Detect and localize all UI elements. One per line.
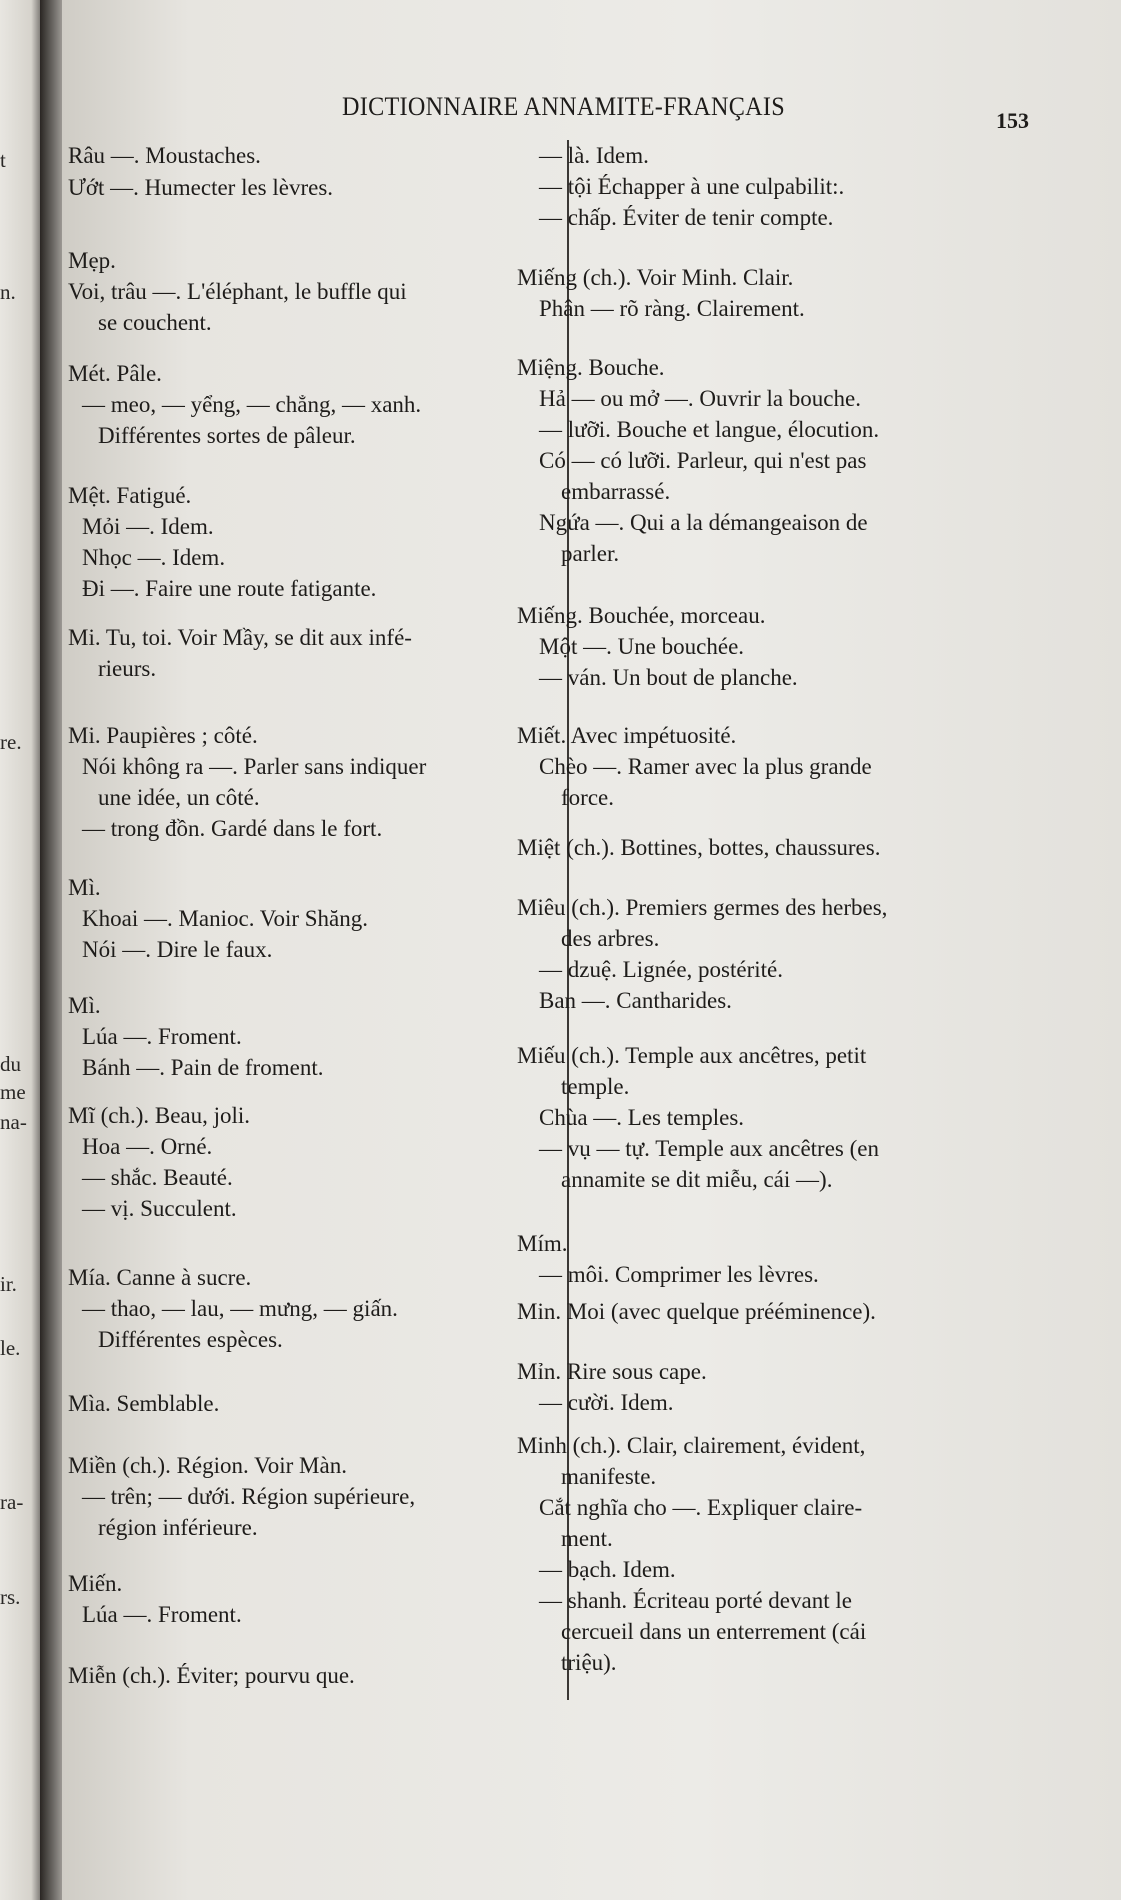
- dictionary-entry: [517, 892, 887, 1016]
- entry-headline: Mi. Tu, toi. Voir Mầy, se dit aux infé-: [68, 625, 412, 650]
- entry-line: Cắt nghĩa cho —. Expliquer claire-: [539, 1495, 863, 1520]
- dictionary-entry: [68, 1450, 415, 1543]
- dictionary-entry: [517, 1228, 819, 1290]
- entry-line: — thao, — lau, — mưng, — giấn.: [82, 1296, 398, 1321]
- entry-line: Différentes espèces.: [98, 1327, 283, 1352]
- entry-line: — trên; — dưới. Région supérieure,: [82, 1484, 416, 1509]
- entry-line: Chùa —. Les temples.: [539, 1105, 745, 1130]
- entry-line: Lúa —. Froment.: [82, 1024, 242, 1049]
- margin-fragment: le.: [0, 1336, 21, 1360]
- entry-line: Mỏi —. Idem.: [82, 514, 214, 539]
- entry-headline: Ướt —. Humecter les lèvres.: [68, 175, 334, 200]
- entry-line: — vị. Succulent.: [82, 1196, 237, 1221]
- dictionary-entry: [68, 622, 412, 684]
- dictionary-entry: [68, 140, 261, 171]
- entry-line: Đi —. Faire une route fatigante.: [82, 576, 377, 601]
- entry-line: — bạch. Idem.: [539, 1557, 676, 1582]
- entry-headline: Miễn (ch.). Éviter; pourvu que.: [68, 1663, 355, 1688]
- dictionary-entry: [68, 1262, 398, 1355]
- entry-line: Hả — ou mở —. Ouvrir la bouche.: [539, 386, 861, 411]
- dictionary-entry: [68, 720, 426, 844]
- running-header: DICTIONNAIRE ANNAMITE-FRANÇAIS: [342, 92, 785, 121]
- dictionary-entry: [517, 1296, 876, 1327]
- page-number: 153: [996, 108, 1029, 133]
- entry-line: une idée, un côté.: [98, 785, 260, 810]
- entry-line: annamite se dit miễu, cái —).: [561, 1167, 833, 1192]
- entry-headline: Miết. Avec impétuosité.: [517, 723, 737, 748]
- entry-line: Nói —. Dire le faux.: [82, 937, 273, 962]
- dictionary-entry: [517, 1430, 866, 1678]
- entry-line: — ván. Un bout de planche.: [539, 665, 798, 690]
- entry-headline: Miếng. Bouchée, morceau.: [517, 603, 766, 628]
- entry-headline: Mỉn. Rire sous cape.: [517, 1359, 707, 1384]
- entry-line: Có — có lưỡi. Parleur, qui n'est pas: [539, 448, 867, 473]
- dictionary-entry: [517, 1040, 879, 1195]
- entry-headline: Miệng. Bouche.: [517, 355, 665, 380]
- dictionary-entry: [68, 480, 376, 604]
- entry-line: — shắc. Beauté.: [82, 1165, 233, 1190]
- margin-fragment: rs.: [0, 1585, 21, 1609]
- dictionary-entry: [517, 832, 880, 863]
- margin-fragment: ra-: [0, 1490, 24, 1514]
- margin-fragment: t: [0, 148, 6, 172]
- entry-headline: Mệt. Fatigué.: [68, 483, 192, 508]
- dictionary-entry: [68, 358, 421, 451]
- entry-line: Phân — rõ ràng. Clairement.: [539, 296, 805, 321]
- entry-line: force.: [561, 785, 614, 810]
- dictionary-entry: [68, 1660, 355, 1691]
- dictionary-entry: [68, 1568, 242, 1630]
- entry-line: Lúa —. Froment.: [82, 1602, 242, 1627]
- dictionary-entry: [68, 1100, 250, 1224]
- entry-line: cercueil dans un enterrement (cái: [561, 1619, 867, 1644]
- entry-line: ment.: [561, 1526, 613, 1551]
- entry-line: Ngứa —. Qui a la démangeaison de: [539, 510, 868, 535]
- dictionary-entry: [517, 720, 872, 813]
- entry-headline: Minh (ch.). Clair, clairement, évident,: [517, 1433, 866, 1458]
- entry-headline: Mía. Canne à sucre.: [68, 1265, 252, 1290]
- entry-headline: Miếng (ch.). Voir Minh. Clair.: [517, 265, 794, 290]
- margin-fragment: na-: [0, 1110, 27, 1134]
- entry-headline: Mét. Pâle.: [68, 361, 162, 386]
- entry-headline: Miêu (ch.). Premiers germes des herbes,: [517, 895, 888, 920]
- entry-line: Nói không ra —. Parler sans indiquer: [82, 754, 427, 779]
- entry-headline: Miếu (ch.). Temple aux ancêtres, petit: [517, 1043, 867, 1068]
- entry-headline: Râu —. Moustaches.: [68, 143, 261, 168]
- entry-line: — tội Échapper à une culpabilit:.: [539, 174, 845, 199]
- dictionary-entry: [517, 140, 844, 233]
- margin-fragment: re.: [0, 730, 22, 754]
- entry-line: — chấp. Éviter de tenir compte.: [539, 205, 834, 230]
- dictionary-entry: [517, 262, 805, 324]
- entry-line: Voi, trâu —. L'éléphant, le buffle qui: [68, 279, 407, 304]
- entry-headline: Miệt (ch.). Bottines, bottes, chaussures.: [517, 835, 881, 860]
- entry-headline: Min. Moi (avec quelque prééminence).: [517, 1299, 876, 1324]
- entry-line: manifeste.: [561, 1464, 657, 1489]
- dictionary-entry: [68, 872, 368, 965]
- dictionary-entry: [68, 990, 323, 1083]
- entry-line: parler.: [561, 541, 620, 566]
- entry-line: Nhọc —. Idem.: [82, 545, 226, 570]
- entry-headline: Miền (ch.). Région. Voir Màn.: [68, 1453, 347, 1478]
- dictionary-entry: [517, 1356, 707, 1418]
- margin-fragment: n.: [0, 280, 16, 304]
- entry-line: Différentes sortes de pâleur.: [98, 423, 356, 448]
- entry-headline: Mẹp.: [68, 248, 116, 273]
- entry-line: — lưỡi. Bouche et langue, élocution.: [539, 417, 880, 442]
- entry-headline: Miến.: [68, 1571, 123, 1596]
- dictionary-entry: [68, 245, 407, 338]
- entry-line: embarrassé.: [561, 479, 671, 504]
- entry-line: triệu).: [561, 1650, 617, 1675]
- entry-line: — môi. Comprimer les lèvres.: [539, 1262, 819, 1287]
- dictionary-entry: [68, 172, 333, 203]
- entry-line: temple.: [561, 1074, 630, 1099]
- entry-headline: Mìa. Semblable.: [68, 1391, 220, 1416]
- dictionary-page: [62, 0, 1121, 1900]
- entry-line: — shanh. Écriteau porté devant le: [539, 1588, 852, 1613]
- entry-line: des arbres.: [561, 926, 660, 951]
- entry-headline: Mím.: [517, 1231, 568, 1256]
- dictionary-entry: [517, 352, 879, 569]
- dictionary-entry: [517, 600, 798, 693]
- entry-line: rieurs.: [98, 656, 157, 681]
- dictionary-entry: [68, 1388, 219, 1419]
- entry-line: Khoai —. Manioc. Voir Shăng.: [82, 906, 368, 931]
- margin-fragment: ir.: [0, 1272, 17, 1296]
- entry-line: se couchent.: [98, 310, 212, 335]
- entry-headline: Mĩ (ch.). Beau, joli.: [68, 1103, 251, 1128]
- entry-headline: Mi. Paupières ; côté.: [68, 723, 258, 748]
- entry-line: — cười. Idem.: [539, 1390, 674, 1415]
- margin-fragment: me: [0, 1080, 26, 1104]
- entry-line: — trong đồn. Gardé dans le fort.: [82, 816, 383, 841]
- entry-line: région inférieure.: [98, 1515, 258, 1540]
- entry-line: — vụ — tự. Temple aux ancêtres (en: [539, 1136, 879, 1161]
- entry-line: — dzuệ. Lignée, postérité.: [539, 957, 783, 982]
- entry-line: Một —. Une bouchée.: [539, 634, 745, 659]
- entry-line: Hoa —. Orné.: [82, 1134, 213, 1159]
- margin-fragment: du: [0, 1052, 21, 1076]
- entry-line: Chèo —. Ramer avec la plus grande: [539, 754, 872, 779]
- entry-headline: — là. Idem.: [539, 143, 649, 168]
- entry-line: Ban —. Cantharides.: [539, 988, 732, 1013]
- entry-line: Bánh —. Pain de froment.: [82, 1055, 324, 1080]
- entry-headline: Mì.: [68, 993, 101, 1018]
- entry-line: — meo, — yểng, — chẳng, — xanh.: [82, 392, 422, 417]
- entry-headline: Mì.: [68, 875, 101, 900]
